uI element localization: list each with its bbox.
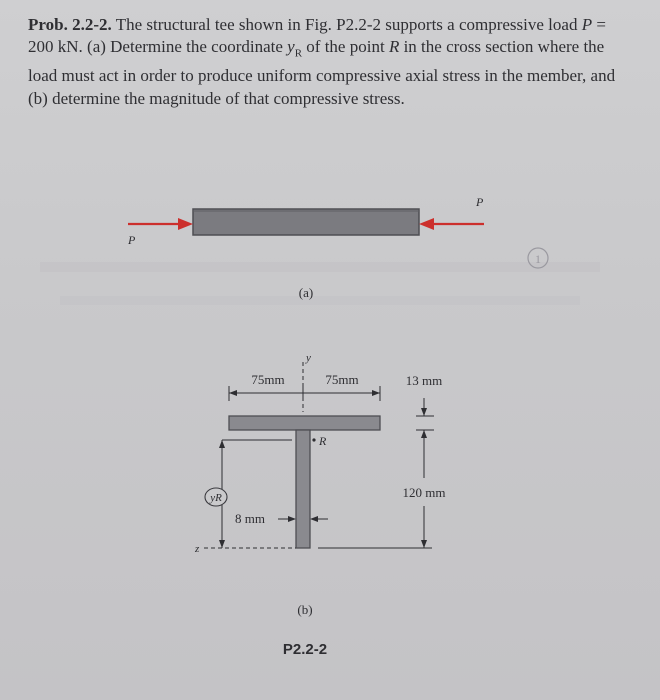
yr-dimension <box>219 440 292 548</box>
figure-b <box>194 352 445 617</box>
beam <box>193 209 419 235</box>
figure-a-caption: (a) <box>298 285 314 300</box>
problem-text-1: The structural tee shown in Fig. P2.2-2 supports a compressive load <box>111 15 582 34</box>
svg-text:yR: yR <box>210 492 222 504</box>
dim-web-label: 8 mm <box>235 511 265 526</box>
coord-symbol: y <box>287 37 295 57</box>
problem-text-3: of the point <box>302 37 389 57</box>
load-label-right: P <box>476 195 484 209</box>
point-r-label: R <box>319 434 327 448</box>
figure-title: P2.2-2 <box>282 641 328 658</box>
point-r <box>312 438 315 441</box>
handwritten-circle-mark <box>528 248 548 268</box>
y-axis-label: y <box>306 352 311 364</box>
tee-web <box>296 430 310 548</box>
load-arrow-right <box>419 218 484 230</box>
load-arrow-left <box>128 218 193 230</box>
problem-text-4: in the cross section where the load must act in order to produce uniform compressive axial stress in the member, and (b) determine the magnitude of that compressive stress. <box>28 37 616 108</box>
dim-height-label: 120 mm <box>402 485 446 500</box>
dim-right-label: 75mm <box>325 372 359 387</box>
flange-thickness-dimension <box>416 398 434 430</box>
flange-width-dimension <box>229 386 380 401</box>
z-axis-label: z <box>195 543 200 555</box>
svg-text:1: 1 <box>535 252 541 266</box>
problem-text-2: = 200 kN. (a) Determine the coordinate <box>28 15 606 57</box>
point-symbol: R <box>388 37 400 57</box>
problem-label: Prob. 2.2-2. <box>28 15 112 34</box>
load-symbol: P <box>581 15 593 34</box>
coord-subscript: R <box>294 47 303 60</box>
yr-circled-label <box>205 488 227 506</box>
figure-b-caption: (b) <box>297 602 313 617</box>
tee-flange <box>229 416 380 430</box>
figure-a <box>127 195 484 300</box>
page-bleedthrough <box>40 262 600 305</box>
load-label-left: P <box>128 233 136 247</box>
dim-left-label: 75mm <box>251 372 285 387</box>
dim-flange-label: 13 mm <box>405 373 443 388</box>
